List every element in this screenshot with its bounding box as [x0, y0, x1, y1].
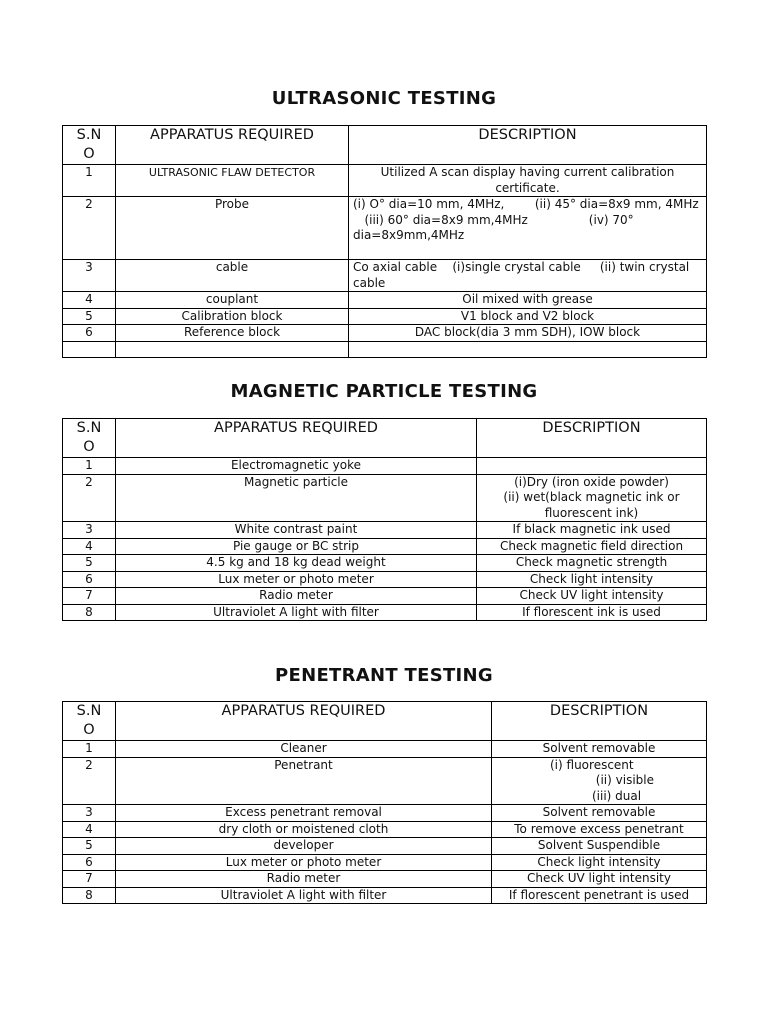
row-description: Check magnetic strength	[477, 555, 707, 572]
row-description: If black magnetic ink used	[477, 522, 707, 539]
table-header-row	[63, 419, 707, 458]
row-sno	[63, 341, 116, 357]
row-apparatus: Ultraviolet A light with filter	[116, 887, 492, 904]
row-sno: 2	[63, 197, 116, 260]
row-sno: 2	[63, 757, 116, 805]
row-description: Co axial cable (i)single crystal cable (ii) twin crystal cable	[349, 260, 707, 292]
row-description: Oil mixed with grease	[349, 292, 707, 309]
table-row	[63, 757, 707, 805]
row-apparatus: Probe	[116, 197, 349, 260]
row-apparatus: Magnetic particle	[116, 474, 477, 522]
table-row	[63, 325, 707, 342]
table-row	[63, 555, 707, 572]
row-sno: 7	[63, 871, 116, 888]
table-row	[63, 165, 707, 197]
row-description: Utilized A scan display having current calibration certificate.	[349, 165, 707, 197]
table-row	[63, 292, 707, 309]
row-description	[477, 458, 707, 475]
row-description: (i)Dry (iron oxide powder) (ii) wet(black magnetic ink or fluorescent ink)	[477, 474, 707, 522]
row-apparatus: Cleaner	[116, 741, 492, 758]
row-sno: 1	[63, 741, 116, 758]
header-apparatus: APPARATUS REQUIRED	[116, 702, 492, 741]
table-row-empty	[63, 341, 707, 357]
row-sno: 7	[63, 588, 116, 605]
row-description: Check magnetic field direction	[477, 538, 707, 555]
table-row	[63, 854, 707, 871]
row-description	[349, 341, 707, 357]
table-row	[63, 197, 707, 260]
table-row	[63, 308, 707, 325]
row-description: (i) O° dia=10 mm, 4MHz, (ii) 45° dia=8x9 mm, 4MHz (iii) 60° dia=8x9 mm,4MHz (iv) 70° dia=8x9mm,4MHz	[349, 197, 707, 260]
table-row	[63, 604, 707, 621]
row-description: Solvent removable	[492, 805, 707, 822]
table-row	[63, 588, 707, 605]
row-apparatus: Ultraviolet A light with filter	[116, 604, 477, 621]
table-row	[63, 522, 707, 539]
header-sno: S.N O	[63, 702, 116, 741]
row-apparatus: White contrast paint	[116, 522, 477, 539]
row-apparatus: cable	[116, 260, 349, 292]
row-sno: 4	[63, 292, 116, 309]
row-description: Solvent Suspendible	[492, 838, 707, 855]
row-apparatus: Lux meter or photo meter	[116, 571, 477, 588]
row-description: (i) fluorescent (ii) visible (iii) dual	[492, 757, 707, 805]
row-description: DAC block(dia 3 mm SDH), IOW block	[349, 325, 707, 342]
row-description: Check UV light intensity	[492, 871, 707, 888]
row-description: Check light intensity	[492, 854, 707, 871]
row-description: Solvent removable	[492, 741, 707, 758]
row-sno: 6	[63, 571, 116, 588]
row-apparatus: Radio meter	[116, 588, 477, 605]
header-description: DESCRIPTION	[477, 419, 707, 458]
penetrant-title: PENETRANT TESTING	[275, 665, 493, 686]
row-apparatus: ULTRASONIC FLAW DETECTOR	[116, 165, 349, 197]
row-apparatus: couplant	[116, 292, 349, 309]
row-sno: 5	[63, 308, 116, 325]
row-apparatus: developer	[116, 838, 492, 855]
row-apparatus: dry cloth or moistened cloth	[116, 821, 492, 838]
table-row	[63, 871, 707, 888]
row-sno: 3	[63, 805, 116, 822]
row-sno: 4	[63, 821, 116, 838]
table-row	[63, 821, 707, 838]
table-row	[63, 887, 707, 904]
row-description: If florescent penetrant is used	[492, 887, 707, 904]
ultrasonic-table	[62, 125, 707, 358]
table-row	[63, 805, 707, 822]
header-description: DESCRIPTION	[349, 126, 707, 165]
header-sno: S.N O	[63, 126, 116, 165]
row-sno: 8	[63, 887, 116, 904]
table-row	[63, 838, 707, 855]
table-row	[63, 538, 707, 555]
table-row	[63, 571, 707, 588]
row-apparatus	[116, 341, 349, 357]
row-sno: 3	[63, 260, 116, 292]
row-description: If florescent ink is used	[477, 604, 707, 621]
row-apparatus: 4.5 kg and 18 kg dead weight	[116, 555, 477, 572]
table-header-row	[63, 702, 707, 741]
row-apparatus: Penetrant	[116, 757, 492, 805]
row-sno: 1	[63, 165, 116, 197]
row-apparatus: Lux meter or photo meter	[116, 854, 492, 871]
row-sno: 6	[63, 854, 116, 871]
row-apparatus: Electromagnetic yoke	[116, 458, 477, 475]
row-description: V1 block and V2 block	[349, 308, 707, 325]
row-apparatus: Radio meter	[116, 871, 492, 888]
row-description: Check UV light intensity	[477, 588, 707, 605]
row-apparatus: Calibration block	[116, 308, 349, 325]
table-row	[63, 458, 707, 475]
row-description: Check light intensity	[477, 571, 707, 588]
row-description: To remove excess penetrant	[492, 821, 707, 838]
row-apparatus: Excess penetrant removal	[116, 805, 492, 822]
table-row	[63, 260, 707, 292]
magnetic-table	[62, 418, 707, 621]
header-sno: S.N O	[63, 419, 116, 458]
row-sno: 4	[63, 538, 116, 555]
row-sno: 5	[63, 838, 116, 855]
row-sno: 1	[63, 458, 116, 475]
row-sno: 8	[63, 604, 116, 621]
ultrasonic-title: ULTRASONIC TESTING	[271, 88, 497, 109]
row-sno: 2	[63, 474, 116, 522]
header-description: DESCRIPTION	[492, 702, 707, 741]
header-apparatus: APPARATUS REQUIRED	[116, 126, 349, 165]
header-apparatus: APPARATUS REQUIRED	[116, 419, 477, 458]
magnetic-title: MAGNETIC PARTICLE TESTING	[230, 381, 538, 402]
row-sno: 5	[63, 555, 116, 572]
penetrant-table	[62, 701, 707, 904]
table-row	[63, 741, 707, 758]
row-sno: 3	[63, 522, 116, 539]
table-row	[63, 474, 707, 522]
row-apparatus: Pie gauge or BC strip	[116, 538, 477, 555]
table-header-row	[63, 126, 707, 165]
row-apparatus: Reference block	[116, 325, 349, 342]
row-sno: 6	[63, 325, 116, 342]
